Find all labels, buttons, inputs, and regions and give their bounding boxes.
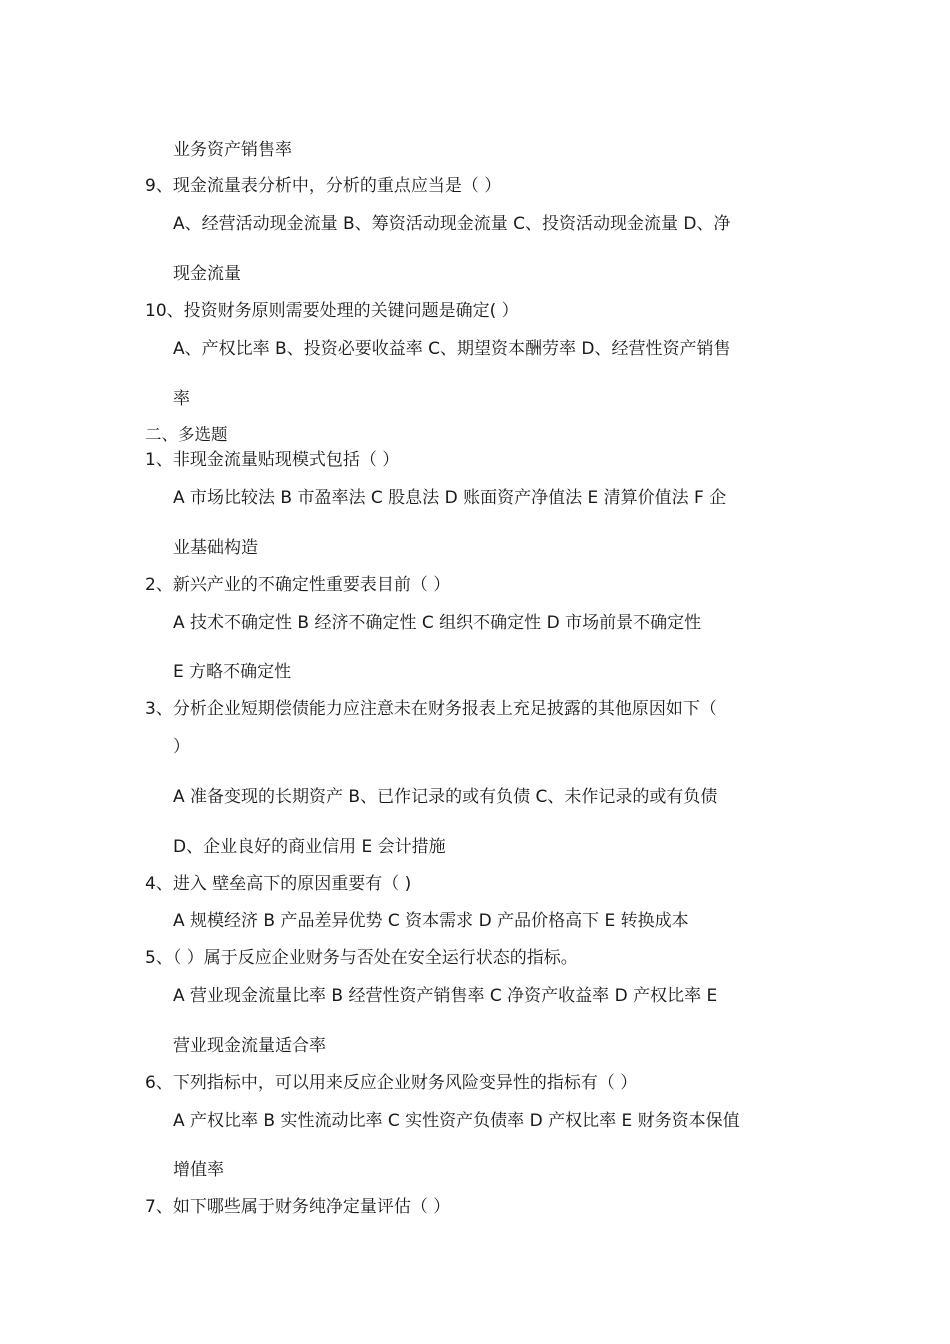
option-line: A、产权比率 B、投资必要收益率 C、期望资本酬劳率 D、经营性资产销售 — [173, 339, 731, 359]
option-line: A 技术不确定性 B 经济不确定性 C 组织不确定性 D 市场前景不确定性 — [173, 613, 702, 633]
question-multi-1: 1、非现金流量贴现模式包括（ ） — [145, 450, 400, 470]
option-line: ） — [173, 737, 190, 757]
option-line: 率 — [173, 389, 190, 409]
option-line: 增值率 — [173, 1160, 224, 1180]
section-heading: 二、多选题 — [145, 425, 228, 444]
option-line: A 营业现金流量比率 B 经营性资产销售率 C 净资产收益率 D 产权比率 E — [173, 986, 718, 1006]
question-9: 9、现金流量表分析中，分析的重点应当是（ ） — [145, 176, 502, 196]
option-line: D、企业良好的商业信用 E 会计措施 — [173, 837, 446, 857]
question-multi-4: 4、进入 壁垒高下的原因重要有（ ) — [145, 874, 412, 894]
option-line: A 产权比率 B 实性流动比率 C 实性资产负债率 D 产权比率 E 财务资本保值 — [173, 1111, 740, 1131]
question-multi-7: 7、如下哪些属于财务纯净定量评估（ ） — [145, 1197, 451, 1217]
question-multi-2: 2、新兴产业的不确定性重要表目前（ ） — [145, 575, 451, 595]
option-line: A 准备变现的长期资产 B、已作记录的或有负债 C、未作记录的或有负债 — [173, 787, 718, 807]
question-10: 10、投资财务原则需要处理的关键问题是确定( ） — [145, 301, 519, 321]
option-line: E 方略不确定性 — [173, 662, 292, 682]
option-line: 业务资产销售率 — [173, 140, 292, 160]
option-line: 营业现金流量适合率 — [173, 1036, 326, 1056]
question-multi-3: 3、分析企业短期偿债能力应注意未在财务报表上充足披露的其他原因如下（ — [145, 699, 717, 719]
question-multi-5: 5、（ ）属于反应企业财务与否处在安全运行状态的指标。 — [145, 948, 578, 968]
option-line: 业基础构造 — [173, 538, 258, 558]
option-line: A、经营活动现金流量 B、筹资活动现金流量 C、投资活动现金流量 D、净 — [173, 214, 731, 234]
question-multi-6: 6、下列指标中，可以用来反应企业财务风险变异性的指标有（ ） — [145, 1073, 638, 1093]
option-line: 现金流量 — [173, 264, 241, 284]
option-line: A 市场比较法 B 市盈率法 C 股息法 D 账面资产净值法 E 清算价值法 F 企 — [173, 488, 727, 508]
option-line: A 规模经济 B 产品差异优势 C 资本需求 D 产品价格高下 E 转换成本 — [173, 911, 689, 931]
